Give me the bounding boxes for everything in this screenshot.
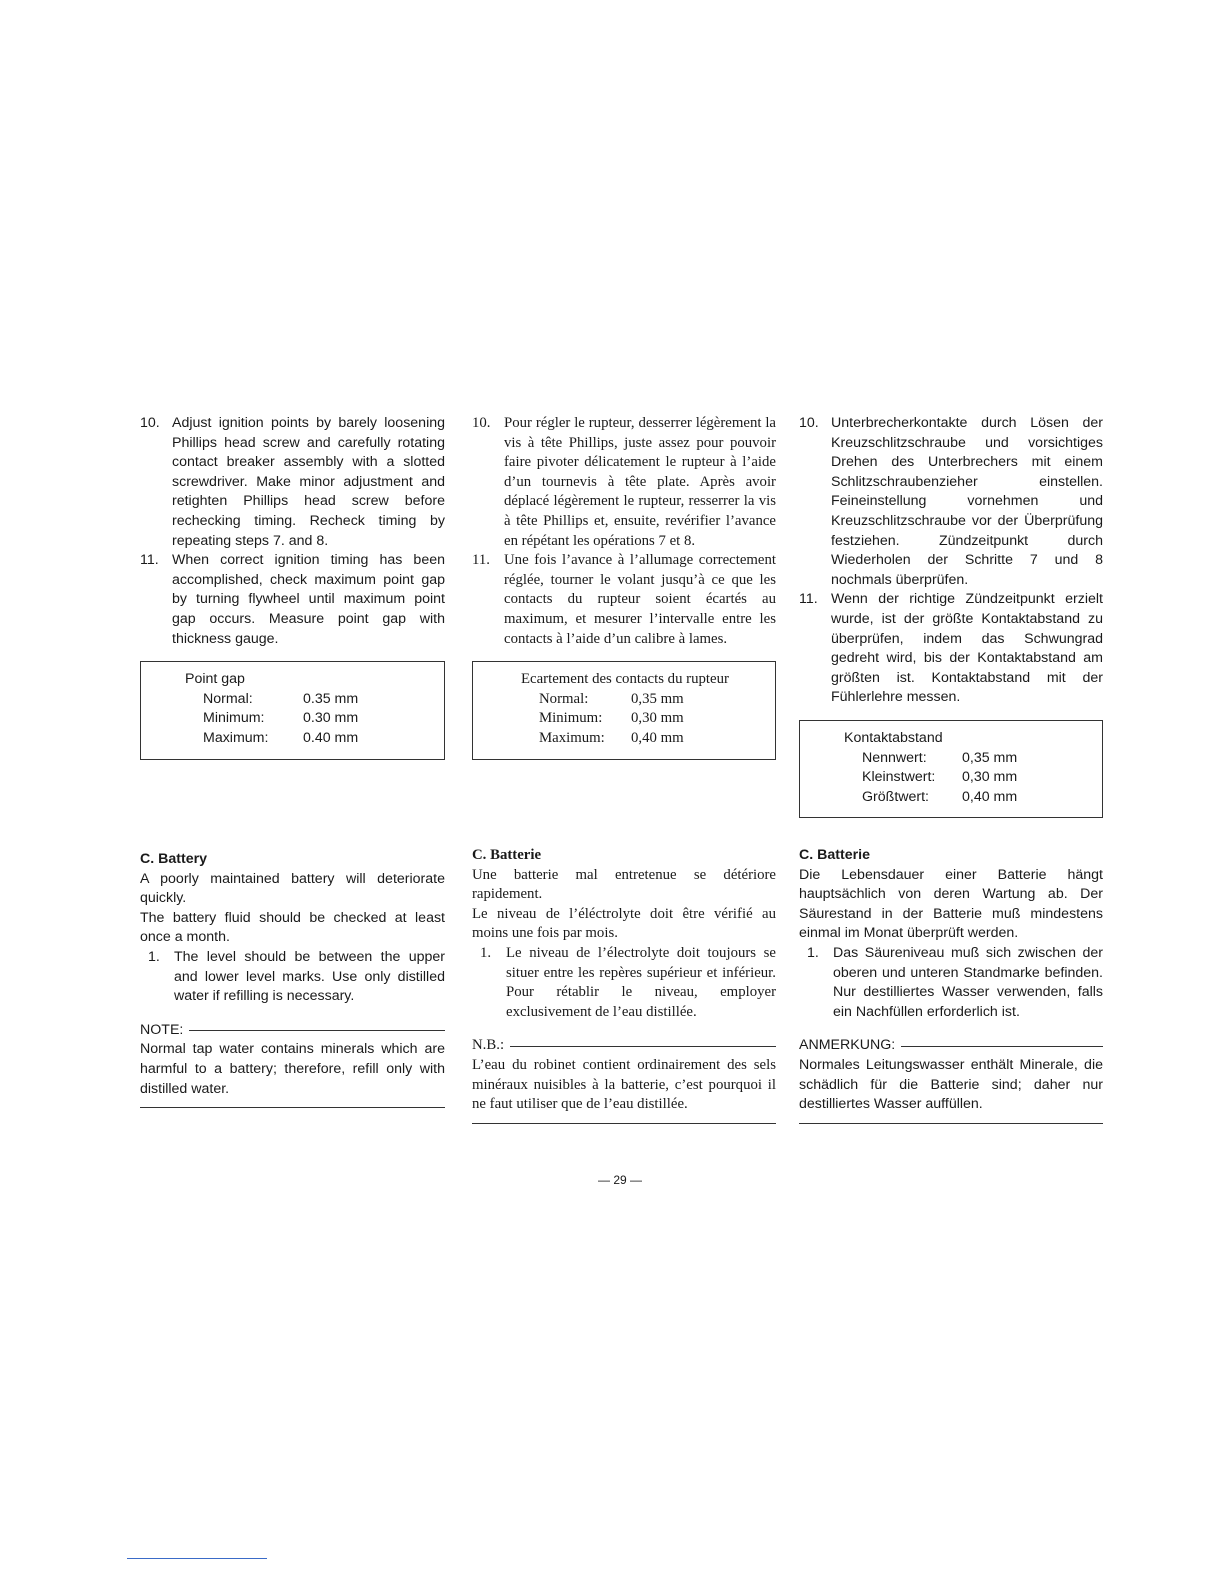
spec-value: 0,35 mm xyxy=(631,690,684,707)
spec-label: Maximum: xyxy=(539,729,605,746)
spec-label: Maximum: xyxy=(203,729,269,746)
step-text: Pour régler le rupteur, desserrer légèrement la vis à tête Phillips, juste assez pour pouvoir faire pivoter délicatement le rupteur à l’aide d’un tournevis à tête plate. Après avoir déplacé légèrement le rupteur, resserrer la vis à tête Phillips et, ensuite, revérifier l’avance en répétant les opérations 7 et 8. xyxy=(504,415,776,549)
step-number: 11. xyxy=(140,552,159,569)
spec-value: 0,40 mm xyxy=(962,788,1018,805)
note-label: NOTE: xyxy=(140,1021,184,1038)
note-rule xyxy=(510,1046,776,1047)
spec-title: Point gap xyxy=(185,671,245,688)
spec-label: Nennwert: xyxy=(862,749,927,766)
step-number: 11. xyxy=(472,552,490,569)
spec-label: Minimum: xyxy=(539,710,603,727)
point-gap-spec-box xyxy=(140,661,445,759)
spec-value: 0.30 mm xyxy=(303,710,359,727)
item-text: The level should be between the upper and lower level marks. Use only distilled water if refilling is necessary. xyxy=(174,948,445,1005)
footer-divider xyxy=(127,1558,267,1559)
item-text: Das Säureniveau muß sich zwischen der oberen und unteren Standmarke befinden. Nur destilliertes Wasser verwenden, falls ein Nachfüllen erforderlich ist. xyxy=(833,944,1103,1020)
note-header xyxy=(140,1021,445,1041)
spec-title: Ecartement des contacts du rupteur xyxy=(521,671,729,688)
list-item xyxy=(807,944,1103,1022)
note-text: Normales Leitungswasser enthält Minerale, die schädlich für die Batterie sind; daher nur destilliertes Wasser auffüllen. xyxy=(799,1056,1103,1124)
step-10-de xyxy=(799,414,1103,590)
page-number: — 29 — xyxy=(597,1173,642,1187)
note-header xyxy=(472,1036,776,1056)
note-label: ANMERKUNG: xyxy=(799,1037,896,1054)
point-gap-spec-box xyxy=(799,720,1103,818)
step-number: 10. xyxy=(799,415,819,431)
spec-label: Normal: xyxy=(203,690,253,707)
step-10-en xyxy=(140,414,445,551)
spec-row xyxy=(141,729,444,749)
item-text: Le niveau de l’électrolyte doit toujours se situer entre les repères supérieur et inférieur. Pour rétablir le niveau, employer exclusivement de l’eau distillée. xyxy=(506,944,776,1020)
note-rule xyxy=(901,1046,1103,1047)
spec-label: Größtwert: xyxy=(862,788,930,805)
spec-label: Minimum: xyxy=(203,710,265,727)
spec-value: 0.35 mm xyxy=(303,690,359,707)
section-heading: C. Batterie xyxy=(472,847,542,863)
spec-row xyxy=(473,690,775,710)
note-rule xyxy=(189,1030,445,1031)
spec-title: Kontaktabstand xyxy=(844,729,943,746)
note-label: N.B.: xyxy=(472,1037,505,1054)
spec-row xyxy=(800,749,1102,769)
spec-value: 0,30 mm xyxy=(631,710,684,727)
spec-row xyxy=(800,768,1102,788)
french-column xyxy=(472,414,776,760)
step-text: Une fois l’avance à l’allumage correctement réglée, tourner le volant jusqu’à ce que les contacts du rupteur soient écartés au maximum, et mesurer l’intervalle entre les contacts à l’aide d’un calibre à lames. xyxy=(504,552,776,647)
spec-label: Normal: xyxy=(539,690,589,707)
spec-row xyxy=(141,690,444,710)
list-item xyxy=(480,944,776,1022)
paragraph: Die Lebensdauer einer Batterie hängt hauptsächlich von deren Wartung ab. Der Säurestand in der Batterie muß mindestens einmal im Monat überprüft werden. xyxy=(799,866,1103,942)
step-text: Adjust ignition points by barely loosening Phillips head screw and carefully rotating contact breaker assembly with a slotted screwdriver. Make minor adjustment and retighten Phillips head screw before rechecking timing. Recheck timing by repeating steps 7. and 8. xyxy=(172,415,445,549)
section-heading: C. Batterie xyxy=(799,847,870,863)
list-item xyxy=(148,948,445,1007)
note-header xyxy=(799,1036,1103,1056)
step-text: Unterbrecherkontakte durch Lösen der Kreuzschlitzschraube und vorsichtiges Drehen des Unterbrechers mit einem Schlitzschraubenzieher einstellen. Feineinstellung vornehmen und Kreuzschlitzschraube vor der Überprüfung festziehen. Zündzeitpunkt durch Wiederholen der Schritte 7 und 8 nochmals überprüfen. xyxy=(831,415,1103,588)
step-number: 10. xyxy=(472,415,491,431)
step-11-de xyxy=(799,590,1103,708)
step-text: When correct ignition timing has been accomplished, check maximum point gap by turning flywheel until maximum point gap occurs. Measure point gap with thickness gauge. xyxy=(172,552,445,647)
paragraph: A poorly maintained battery will deteriorate quickly. xyxy=(140,870,445,907)
english-column xyxy=(140,414,445,760)
item-number: 1. xyxy=(480,944,492,961)
spec-value: 0.40 mm xyxy=(303,729,359,746)
spec-row xyxy=(800,788,1102,808)
step-number: 11. xyxy=(799,591,818,608)
step-number: 10. xyxy=(140,415,160,431)
spec-value: 0,35 mm xyxy=(962,749,1018,766)
step-10-fr xyxy=(472,414,776,551)
spec-row xyxy=(473,709,775,729)
battery-section-de xyxy=(799,846,1103,1124)
step-11-fr xyxy=(472,551,776,649)
paragraph: The battery fluid should be checked at least once a month. xyxy=(140,909,445,946)
battery-section-en xyxy=(140,850,445,1108)
spec-value: 0,30 mm xyxy=(962,769,1018,786)
paragraph: Une batterie mal entretenue se détériore rapidement. xyxy=(472,866,776,903)
paragraph: Le niveau de l’éléctrolyte doit être vérifié au moins une fois par mois. xyxy=(472,905,776,942)
point-gap-spec-box xyxy=(472,661,776,759)
step-11-en xyxy=(140,551,445,649)
note-text: L’eau du robinet contient ordinairement des sels minéraux nuisibles à la batterie, c’est pourquoi il ne faut utiliser que de l’eau distillée. xyxy=(472,1056,776,1124)
note-text: Normal tap water contains minerals which are harmful to a battery; therefore, refill only with distilled water. xyxy=(140,1040,445,1108)
section-heading: C. Battery xyxy=(140,851,208,867)
german-column xyxy=(799,414,1103,818)
item-number: 1. xyxy=(807,944,819,961)
battery-section-fr xyxy=(472,846,776,1124)
spec-row xyxy=(141,709,444,729)
spec-row xyxy=(473,729,775,749)
spec-value: 0,40 mm xyxy=(631,729,684,746)
step-text: Wenn der richtige Zündzeitpunkt erzielt wurde, ist der größte Kontaktabstand zu überprüfen, indem das Schwungrad gedreht wird, bis der Kontaktabstand am größten ist. Kontaktabstand mit der Fühlerlehre messen. xyxy=(831,591,1103,706)
spec-label: Kleinstwert: xyxy=(862,769,936,786)
item-number: 1. xyxy=(148,948,160,965)
